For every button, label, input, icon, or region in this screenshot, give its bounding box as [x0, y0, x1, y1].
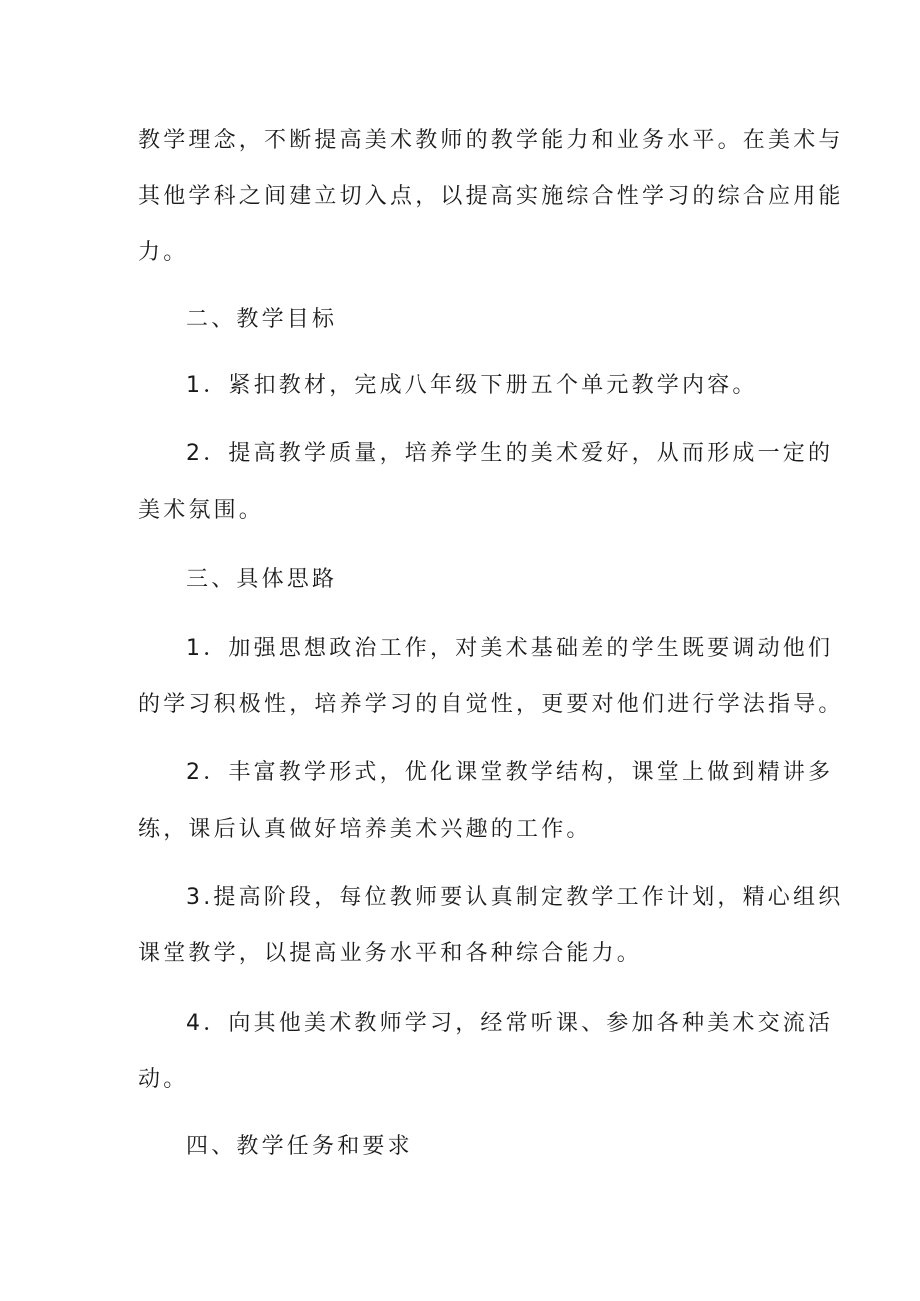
list-item-line: 2．丰富教学形式，优化课堂教学结构，课堂上做到精讲多	[186, 760, 834, 785]
list-item-line: 动。	[138, 1067, 189, 1092]
list-item-line: 2．提高教学质量，培养学生的美术爱好，从而形成一定的	[186, 441, 834, 466]
list-item-line: 1．加强思想政治工作，对美术基础差的学生既要调动他们	[186, 636, 834, 661]
paragraph-line: 教学理念，不断提高美术教师的教学能力和业务水平。在美术与	[138, 128, 844, 153]
list-item-line: 4．向其他美术教师学习，经常听课、参加各种美术交流活	[186, 1011, 834, 1036]
list-item-line: 练，课后认真做好培养美术兴趣的工作。	[138, 817, 592, 842]
list-item-line: 3.提高阶段，每位教师要认真制定教学工作计划，精心组织	[186, 885, 844, 910]
section-heading: 三、具体思路	[186, 567, 338, 592]
list-item-line: 美术氛围。	[138, 498, 265, 523]
list-item-line: 课堂教学，以提高业务水平和各种综合能力。	[138, 941, 643, 966]
list-item-line: 1．紧扣教材，完成八年级下册五个单元教学内容。	[186, 373, 758, 398]
section-heading: 四、教学任务和要求	[186, 1134, 413, 1159]
section-heading: 二、教学目标	[186, 307, 338, 332]
paragraph-line: 力。	[138, 240, 189, 265]
list-item-line: 的学习积极性，培养学习的自觉性，更要对他们进行学法指导。	[138, 692, 844, 717]
paragraph-line: 其他学科之间建立切入点，以提高实施综合性学习的综合应用能	[138, 184, 844, 209]
